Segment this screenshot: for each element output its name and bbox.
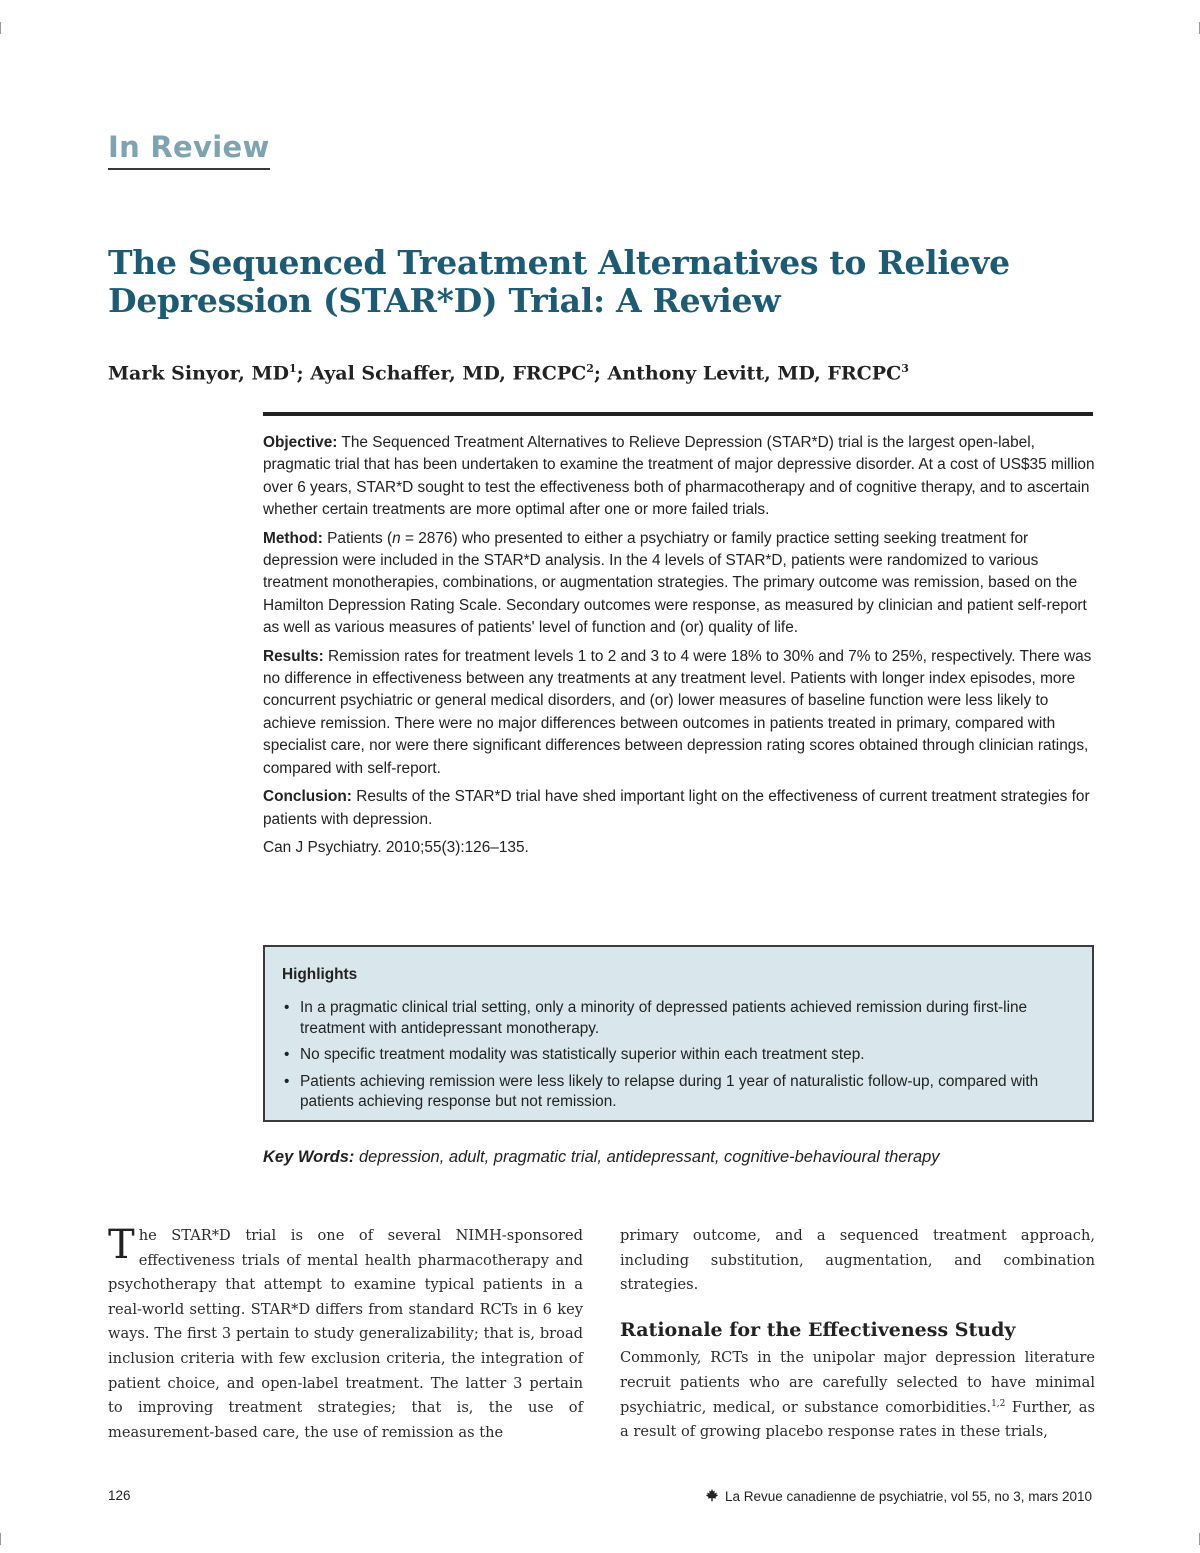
author-separator: ; <box>296 362 311 385</box>
keywords-text: depression, adult, pragmatic trial, antidepressant, cognitive-behavioural therapy <box>354 1148 940 1166</box>
crop-mark <box>0 1533 1 1545</box>
list-item <box>282 1045 1072 1065</box>
conclusion-text: Results of the STAR*D trial have shed important light on the effectiveness of current treatment strategies for patients with depression. <box>263 788 1090 828</box>
abstract-results <box>263 646 1095 780</box>
journal-citation: La Revue canadienne de psychiatrie, vol 55, no 3, mars 2010 <box>725 1489 1092 1504</box>
highlights-heading: Highlights <box>282 966 358 983</box>
highlight-text: In a pragmatic clinical trial setting, only a minority of depressed patients achieved remission during first-line treatment with antidepressant monotherapy. <box>300 999 1028 1037</box>
author-name: Anthony Levitt, MD, FRCPC <box>607 362 902 385</box>
method-n: n <box>392 529 401 547</box>
author-affiliation: 2 <box>586 362 594 375</box>
body-column-right <box>620 1224 1095 1445</box>
body-text: he STAR*D trial is one of several NIMH-sponsored effectiveness trials of mental health pharmacotherapy and psychotherapy that attempt to examine typical patients in a real-world setting. STAR*D differs from standard RCTs in 6 key ways. The first 3 pertain to study generalizability; that is, broad inclusion criteria with few exclusion criteria, the integration of patient choice, and open-label treatment. The latter 3 pertain to improving treatment strategies; that is, the use of measurement-based care, the use of remission as the <box>108 1227 583 1441</box>
bullet-icon: • <box>284 999 290 1017</box>
abstract-divider <box>263 412 1093 416</box>
results-label: Results: <box>263 647 324 665</box>
journal-footer <box>705 1488 1092 1505</box>
abstract <box>263 432 1095 865</box>
method-label: Method: <box>263 529 323 547</box>
method-text: = 2876) who presented to either a psychiatry or family practice setting seeking treatment for depression were included in the STAR*D analysis. In the 4 levels of STAR*D, patients were randomized to various treatment monotherapies, combinations, or augmentation strategies. The primary outcome was remission, based on the Hamilton Depression Rating Scale. Secondary outcomes were response, as measured by clinician and patient self-report as well as various measures of patients' level of function and (or) quality of life. <box>263 529 1087 637</box>
author-name: Ayal Schaffer, MD, FRCPC <box>310 362 587 385</box>
author-name: Mark Sinyor, MD <box>108 362 289 385</box>
highlight-text: Patients achieving remission were less likely to relapse during 1 year of naturalistic follow-up, compared with patients achieving response but not remission. <box>300 1072 1039 1111</box>
body-text-segment: Commonly, RCTs in the unipolar major depression literature recruit patients who are carefully selected to have minimal psychiatric, medical, or substance comorbidities. <box>620 1349 1095 1416</box>
abstract-conclusion <box>263 786 1095 831</box>
crop-mark <box>0 22 1 34</box>
body-text: primary outcome, and a sequenced treatment approach, including substitution, augmentation, and combination strategies. <box>620 1227 1095 1294</box>
body-text-segment: Further, as a result of growing placebo response rates in these trials, <box>620 1398 1095 1441</box>
section-label: In Review <box>108 130 270 170</box>
highlights-list <box>282 998 1072 1112</box>
author-list <box>108 362 1088 384</box>
author-separator: ; <box>593 362 608 385</box>
page-number: 126 <box>108 1488 131 1503</box>
abstract-objective <box>263 432 1095 522</box>
results-text: Remission rates for treatment levels 1 to 2 and 3 to 4 were 18% to 30% and 7% to 25%, respectively. There was no difference in effectiveness between any treatments at any treatment level. Patients with longer index episodes, more concurrent psychiatric or general medical disorders, and (or) lower measures of baseline function were less likely to achieve remission. There were no major differences between outcomes in patients treated in primary, compared with specialist care, nor were there significant differences between depression rating scores obtained through clinician ratings, compared with self-report. <box>263 647 1092 777</box>
list-item <box>282 1072 1072 1113</box>
highlights-box <box>263 945 1094 1122</box>
article-title <box>108 244 1088 320</box>
citation: Can J Psychiatry. 2010;55(3):126–135. <box>263 838 529 856</box>
abstract-method <box>263 528 1095 640</box>
body-text <box>620 1346 1095 1444</box>
author-affiliation: 3 <box>901 362 909 375</box>
section-heading: Rationale for the Effectiveness Study <box>620 1318 1016 1341</box>
body-column-left <box>108 1224 583 1445</box>
highlight-text: No specific treatment modality was statistically superior within each treatment step. <box>300 1046 865 1064</box>
conclusion-label: Conclusion: <box>263 788 352 806</box>
list-item <box>282 998 1072 1039</box>
bullet-icon: • <box>284 1046 290 1064</box>
author-affiliation: 1 <box>288 362 297 375</box>
method-text: Patients ( <box>322 529 393 547</box>
title-line-2: Depression (STAR*D) Trial: A Review <box>108 281 781 320</box>
drop-cap: T <box>108 1222 135 1268</box>
bullet-icon: • <box>284 1072 290 1090</box>
maple-leaf-icon <box>705 1488 719 1505</box>
keywords <box>263 1148 1093 1167</box>
reference-citation: 1,2 <box>991 1398 1006 1409</box>
objective-label: Objective: <box>263 434 338 451</box>
objective-text: The Sequenced Treatment Alternatives to Relieve Depression (STAR*D) trial is the largest open-label, pragmatic trial that has been undertaken to examine the treatment of major depressive disorder. At a cost of US$35 million over 6 years, STAR*D sought to test the effectiveness both of pharmacotherapy and of cognitive therapy, and to ascertain whether certain treatments are more optimal after one or more failed trials. <box>263 434 1095 519</box>
keywords-label: Key Words: <box>263 1148 355 1166</box>
title-line-1: The Sequenced Treatment Alternatives to Relieve <box>108 243 1010 282</box>
